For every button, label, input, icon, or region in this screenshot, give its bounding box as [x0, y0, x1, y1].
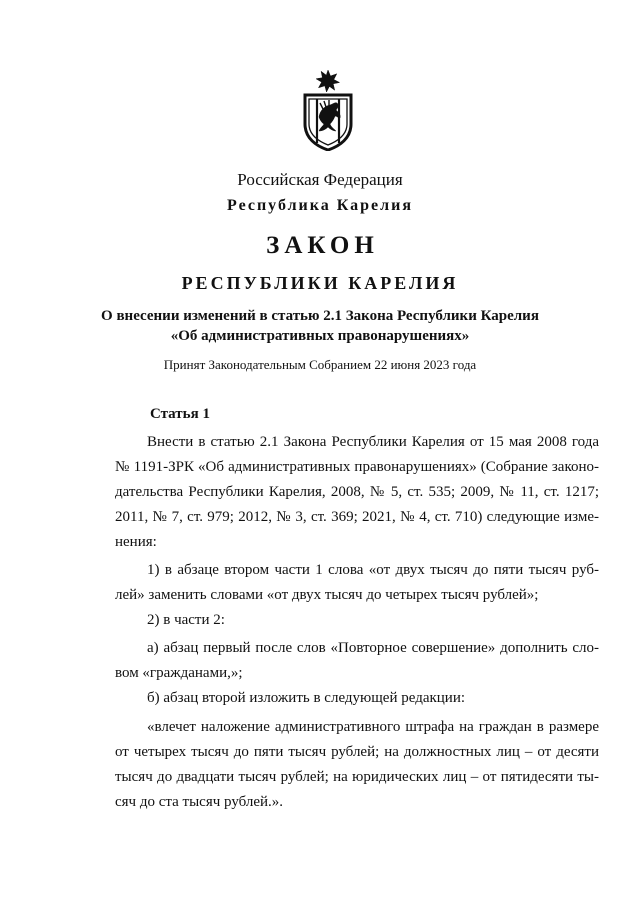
paragraph-line: № 1191-ЗРК «Об административных правонарушениях» (Собрание законо-: [115, 459, 599, 475]
paragraph-line: 1) в абзаце втором части 1 слова «от двух тысяч до пяти тысяч руб-: [147, 562, 599, 578]
paragraph-line: лей» заменить словами «от двух тысяч до четырех тысяч рублей»;: [115, 587, 539, 603]
karelia-coat-of-arms-icon: [299, 69, 357, 151]
article-paragraph: [115, 636, 599, 686]
paragraph-line: нения:: [115, 534, 157, 550]
article-paragraph: [115, 608, 599, 633]
article-paragraph: [115, 558, 599, 608]
article-title: Статья 1: [150, 406, 210, 422]
paragraph-line: тысяч до двадцати тысяч рублей; на юридических лиц – от пятидесяти ты-: [115, 769, 599, 785]
paragraph-line: сяч до ста тысяч рублей.».: [115, 794, 284, 810]
republic-name: Республика Карелия: [227, 197, 413, 214]
law-subtitle: РЕСПУБЛИКИ КАРЕЛИЯ: [181, 273, 459, 293]
paragraph-line: а) абзац первый после слов «Повторное совершение» дополнить сло-: [147, 640, 599, 656]
law-subject-line: О внесении изменений в статью 2.1 Закона Республики Карелия: [101, 308, 539, 324]
paragraph-line: Внести в статью 2.1 Закона Республики Карелия от 15 мая 2008 года: [147, 434, 599, 450]
article-paragraph: [115, 430, 599, 555]
paragraph-line: 2) в части 2:: [147, 612, 225, 628]
acceptance-note: Принят Законодательным Собранием 22 июня 2023 года: [163, 357, 477, 372]
paragraph-line: от четырех тысяч до пяти тысяч рублей; на должностных лиц – от десяти: [115, 744, 599, 760]
paragraph-line: вом «гражданами,»;: [115, 665, 243, 681]
paragraph-line: дательства Республики Карелия, 2008, № 5, ст. 535; 2009, № 11, ст. 1217;: [115, 484, 599, 500]
article-paragraph: [115, 686, 599, 711]
paragraph-line: 2011, № 7, ст. 979; 2012, № 3, ст. 369; 2021, № 4, ст. 710) следующие изме-: [115, 509, 599, 525]
law-subject-line: «Об административных правонарушениях»: [170, 328, 470, 344]
article-paragraph: [115, 715, 599, 815]
paragraph-line: «влечет наложение административного штрафа на граждан в размере: [147, 719, 599, 735]
law-title: ЗАКОН: [266, 232, 379, 259]
paragraph-line: б) абзац второй изложить в следующей редакции:: [147, 690, 466, 706]
country-name: Российская Федерация: [237, 170, 403, 189]
